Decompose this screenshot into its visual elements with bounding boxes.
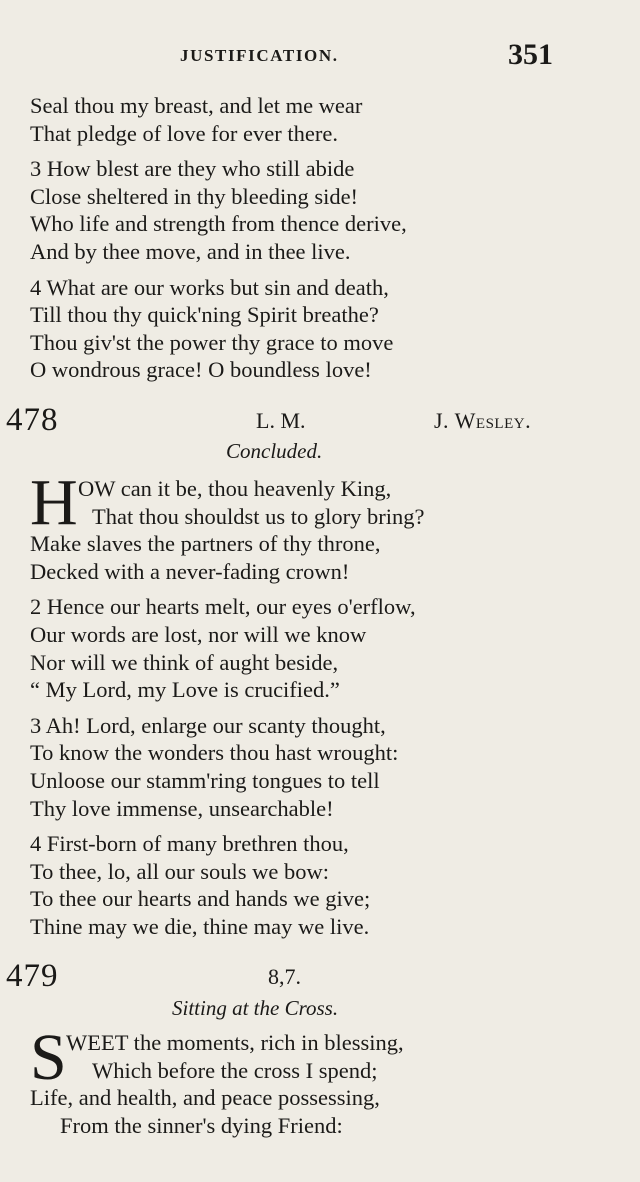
page-number: 351: [508, 38, 553, 71]
verse-line: Seal thou my breast, and let me wear: [30, 93, 363, 118]
verse-line: Close sheltered in thy bleeding side!: [30, 183, 359, 209]
drop-cap: H: [30, 466, 78, 539]
hymn-number: 479: [6, 958, 59, 994]
verse-line: Make slaves the partners of thy throne,: [30, 531, 381, 557]
verse-line: Decked with a never-fading crown!: [30, 558, 350, 584]
hymn-479-text: [30, 1021, 610, 1139]
verse-line: Nor will we think of aught beside,: [30, 649, 339, 675]
hymn-meter: 8,7.: [268, 964, 301, 989]
verse-line: “ My Lord, my Love is crucified.”: [30, 677, 340, 703]
verse-line: O wondrous grace! O boundless love!: [30, 357, 372, 383]
hymn-478-header: [0, 402, 640, 442]
verse-line: That pledge of love for ever there.: [30, 120, 338, 146]
verse-line: Thy love immense, unsearchable!: [30, 795, 334, 821]
verse-line: WEET the moments, rich in blessing,: [66, 1030, 404, 1055]
page-header: [0, 38, 640, 74]
hymn-number: 478: [6, 402, 59, 438]
previous-hymn-continuation: [30, 92, 610, 384]
running-title: JUSTIFICATION.: [180, 46, 339, 65]
verse-line: And by thee move, and in thee live.: [30, 238, 351, 264]
verse-line: Unloose our stamm'ring tongues to tell: [30, 767, 380, 793]
hymn-478-text: [30, 466, 610, 941]
verse-line: Our words are lost, nor will we know: [30, 621, 367, 647]
verse-line: 4 What are our works but sin and death,: [30, 274, 389, 300]
verse-line: Till thou thy quick'ning Spirit breathe?: [30, 302, 379, 328]
verse-line: 2 Hence our hearts melt, our eyes o'erflow,: [30, 594, 416, 620]
verse-line: Who life and strength from thence derive,: [30, 211, 407, 237]
hymn-author: J. Wesley.: [434, 408, 532, 433]
hymn-subtitle: Sitting at the Cross.: [172, 996, 339, 1020]
verse-line: Life, and health, and peace possessing,: [30, 1085, 380, 1111]
hymn-meter: L. M.: [256, 408, 306, 433]
verse-line: To thee our hearts and hands we give;: [30, 886, 371, 912]
verse-line: Which before the cross I spend;: [92, 1057, 378, 1083]
verse-line: Thou giv'st the power thy grace to move: [30, 329, 394, 355]
verse-line: To know the wonders thou hast wrought:: [30, 740, 399, 766]
verse-line: 3 Ah! Lord, enlarge our scanty thought,: [30, 712, 386, 738]
verse-line: OW can it be, thou heavenly King,: [78, 476, 392, 501]
verse-line: 4 First-born of many brethren thou,: [30, 831, 349, 857]
drop-cap: S: [30, 1021, 67, 1094]
verse-line: Thine may we die, thine may we live.: [30, 913, 370, 939]
verse-line: From the sinner's dying Friend:: [60, 1112, 343, 1138]
verse-line: 3 How blest are they who still abide: [30, 156, 355, 182]
verse-line: That thou shouldst us to glory bring?: [92, 503, 425, 529]
hymn-479-header: [0, 958, 640, 998]
verse-line: To thee, lo, all our souls we bow:: [30, 858, 330, 884]
hymn-subtitle: Concluded.: [226, 439, 323, 463]
